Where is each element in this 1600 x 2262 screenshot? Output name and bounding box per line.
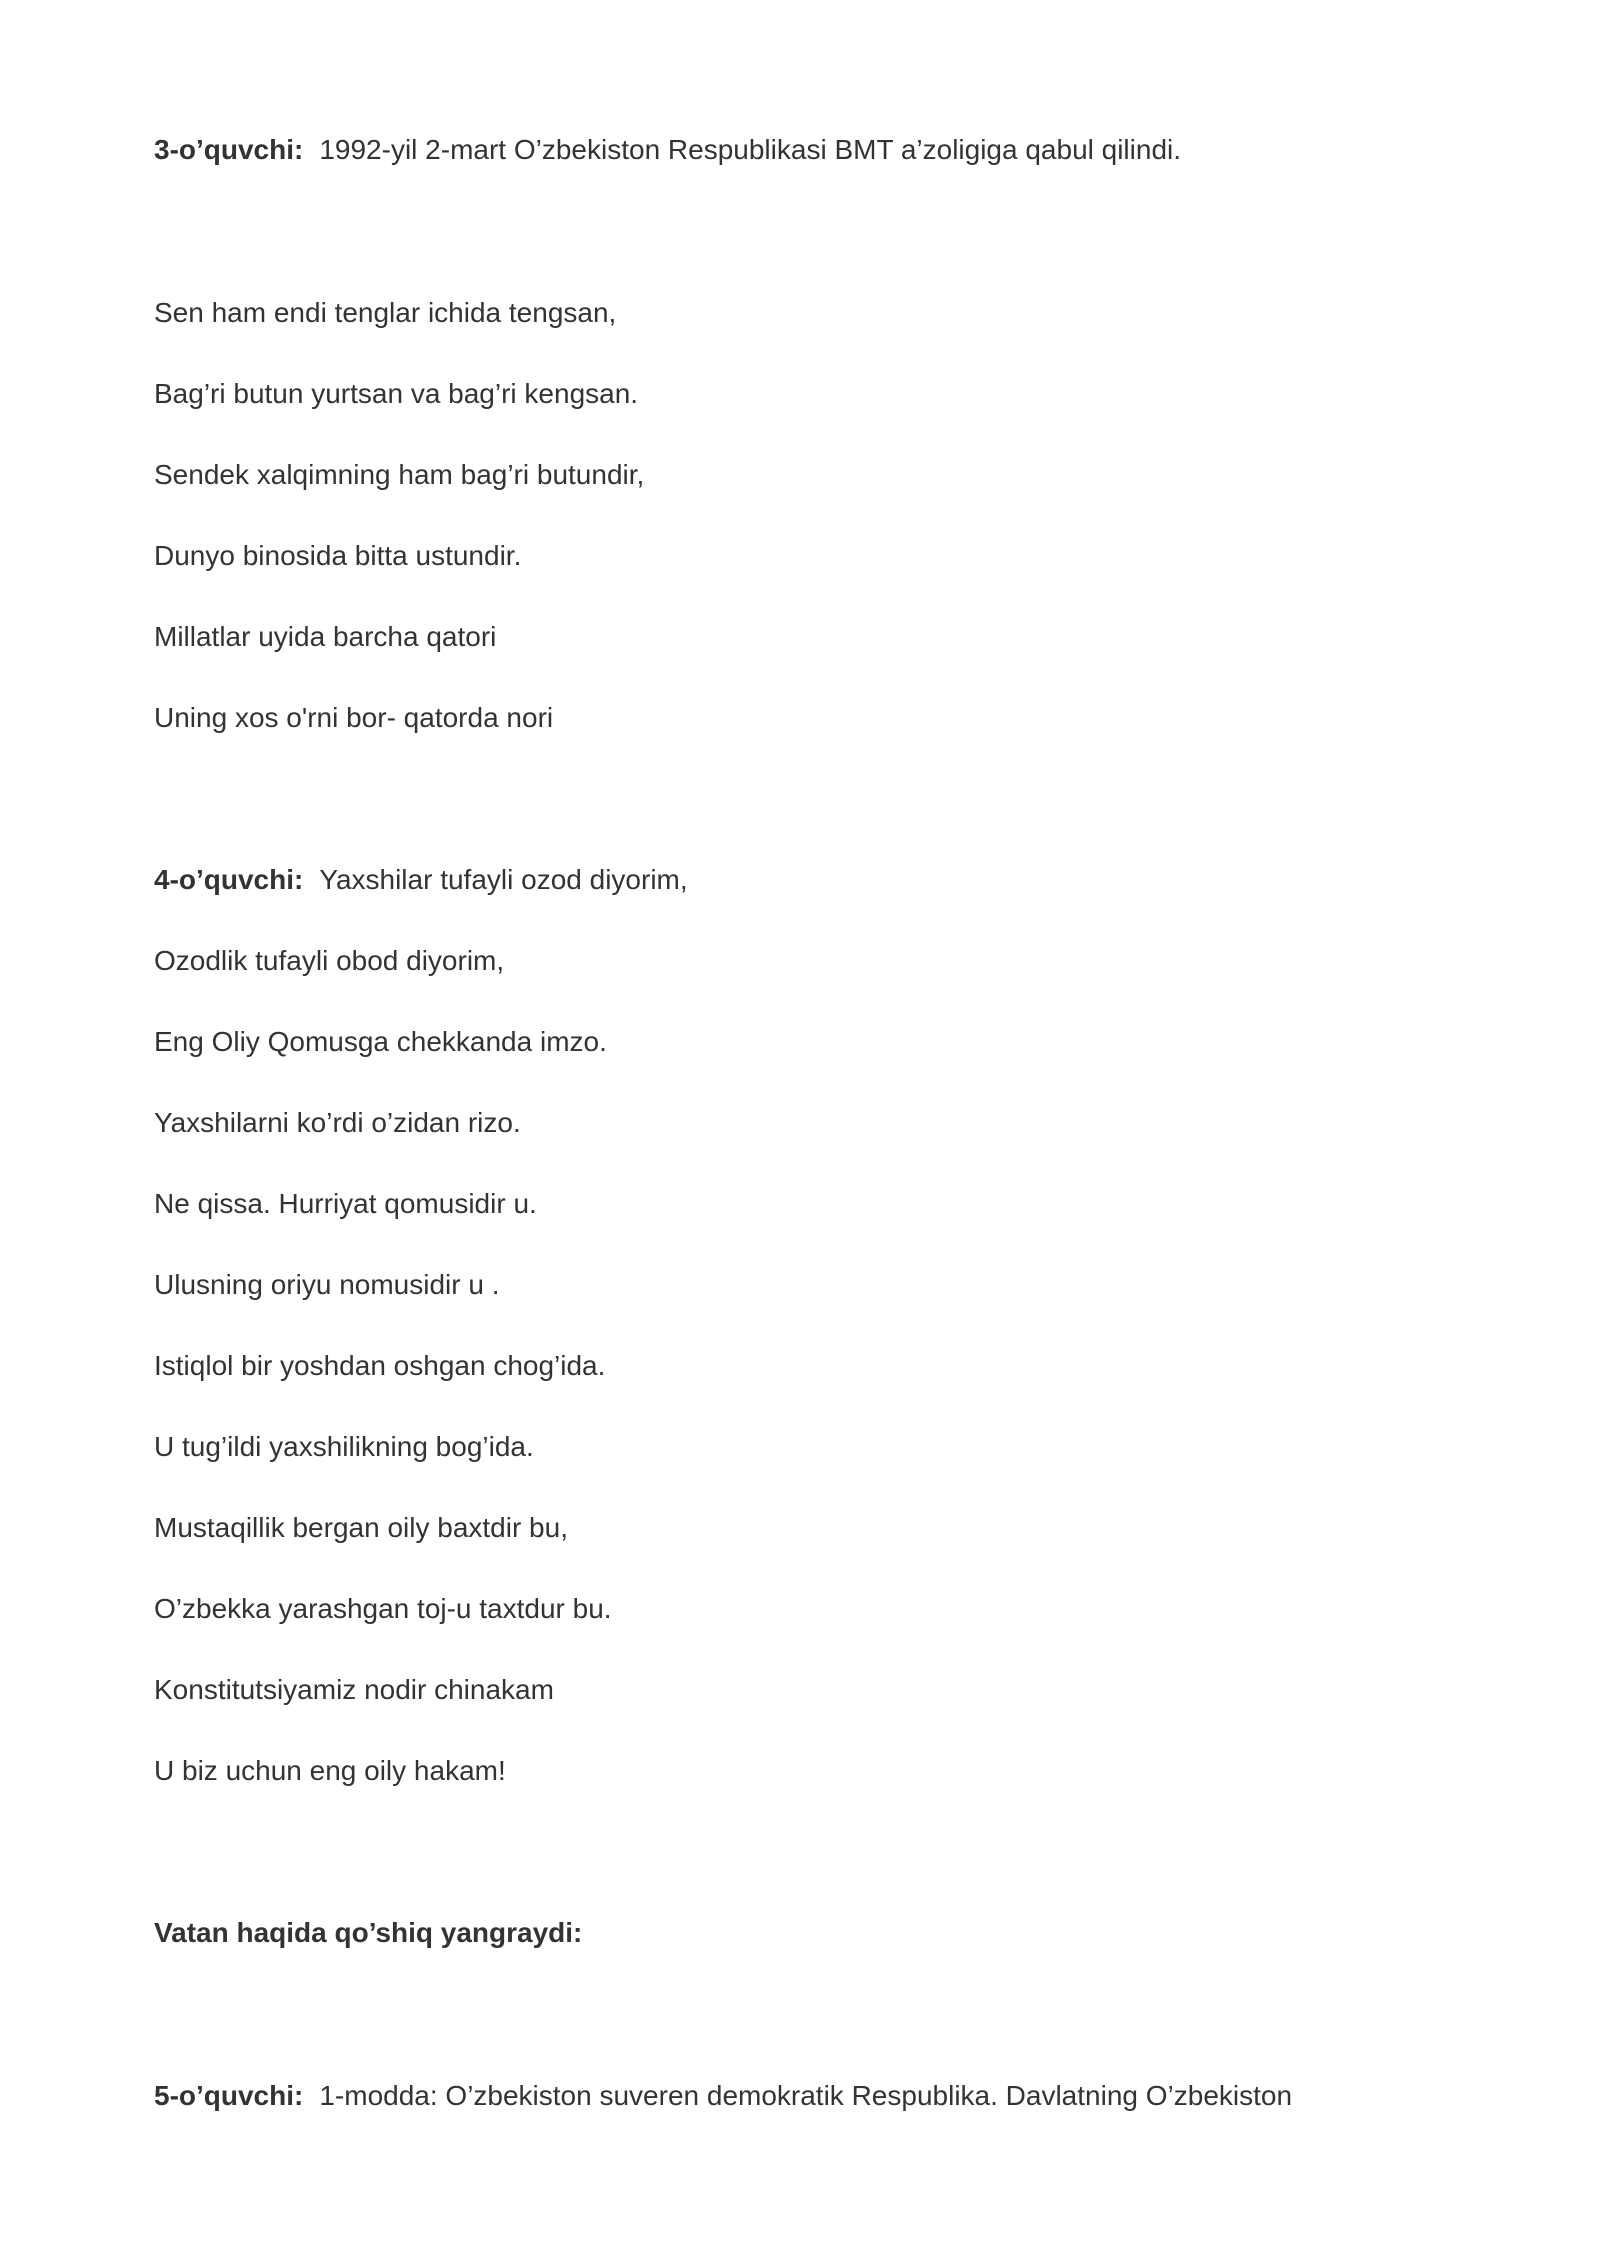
speaker-label-5: 5-o’quvchi:	[154, 2080, 304, 2111]
verse-line: U biz uchun eng oily hakam!	[154, 1755, 506, 1786]
speaker-label-3: 3-o’quvchi:	[154, 134, 304, 165]
verse-line: Ozodlik tufayli obod diyorim,	[154, 945, 505, 976]
verse-line: Millatlar uyida barcha qatori	[154, 621, 497, 652]
speaker-text-4: Yaxshilar tufayli ozod diyorim,	[319, 864, 688, 895]
verse-line: Konstitutsiyamiz nodir chinakam	[154, 1674, 554, 1705]
speaker-text-3: 1992-yil 2-mart O’zbekiston Respublikasi BMT a’zoligiga qabul qilindi.	[319, 134, 1182, 165]
verse-line: Sendek xalqimning ham bag’ri butundir,	[154, 459, 645, 490]
speaker-label-4: 4-o’quvchi:	[154, 864, 304, 895]
speaker-text-5: 1-modda: O’zbekiston suveren demokratik Respublika. Davlatning O’zbekiston	[319, 2080, 1293, 2111]
speaker-line-3	[154, 130, 1181, 170]
verse-line: Uning xos o'rni bor- qatorda nori	[154, 702, 554, 733]
verse-line: Ne qissa. Hurriyat qomusidir u.	[154, 1188, 537, 1219]
verse-line: Eng Oliy Qomusga chekkanda imzo.	[154, 1026, 607, 1057]
verse-line: Mustaqillik bergan oily baxtdir bu,	[154, 1512, 568, 1543]
verse-line: Ulusning oriyu nomusidir u .	[154, 1269, 500, 1300]
speaker-line-5	[154, 2076, 1292, 2116]
verse-line: Bag’ri butun yurtsan va bag’ri kengsan.	[154, 378, 639, 409]
verse-line: O’zbekka yarashgan toj-u taxtdur bu.	[154, 1593, 612, 1624]
verse-line: Dunyo binosida bitta ustundir.	[154, 540, 522, 571]
verse-line: Sen ham endi tenglar ichida tengsan,	[154, 297, 617, 328]
speaker-line-4	[154, 860, 688, 900]
verse-line: U tug’ildi yaxshilikning bog’ida.	[154, 1431, 534, 1462]
verse-line: Yaxshilarni ko’rdi o’zidan rizo.	[154, 1107, 521, 1138]
verse-line: Istiqlol bir yoshdan oshgan chog’ida.	[154, 1350, 606, 1381]
song-heading: Vatan haqida qo’shiq yangraydi:	[154, 1917, 583, 1948]
